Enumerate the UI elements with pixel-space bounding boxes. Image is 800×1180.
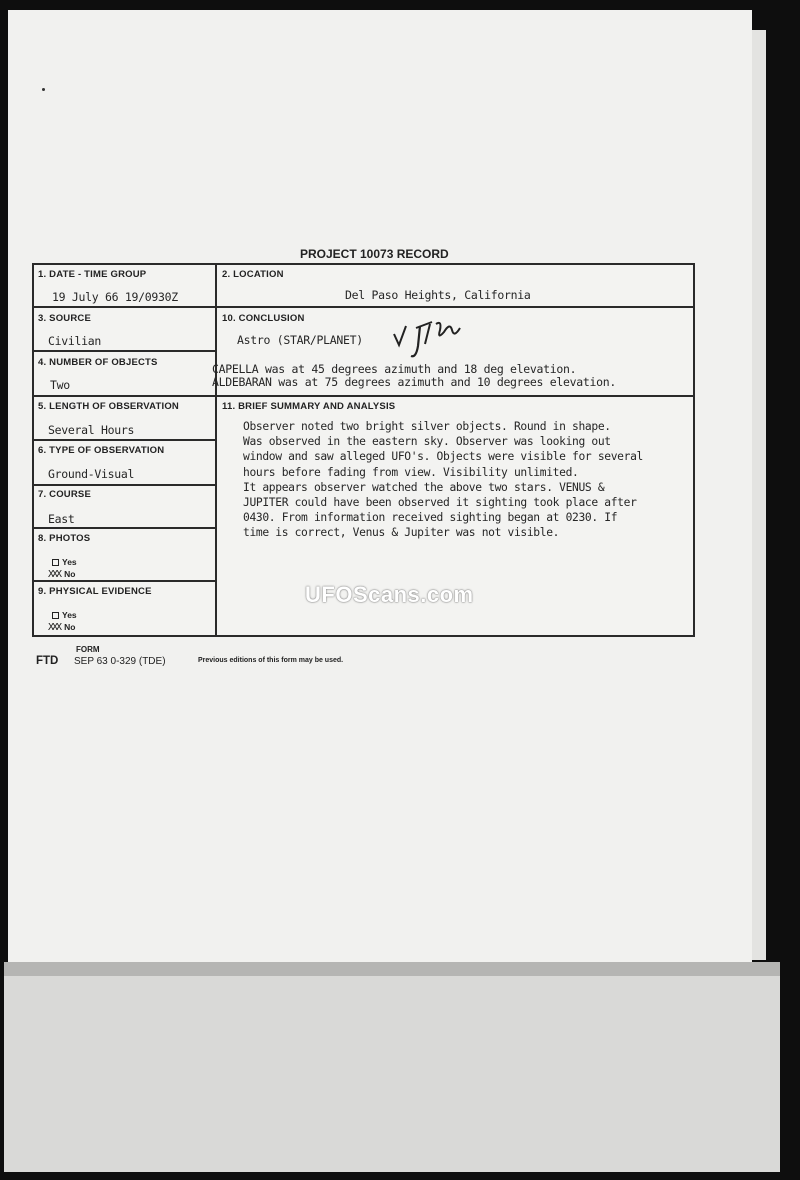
row-divider	[32, 527, 215, 529]
summary-text	[243, 419, 713, 541]
lower-page	[4, 962, 780, 1172]
photos-no-option: XXX No	[48, 569, 76, 580]
summary-line: hours before fading from view. Visibility unlimited.	[243, 465, 579, 479]
summary-line: Was observed in the eastern sky. Observer was looking out	[243, 435, 611, 449]
summary-label: 11. BRIEF SUMMARY AND ANALYSIS	[222, 401, 396, 412]
source-label: 3. SOURCE	[38, 313, 92, 324]
handwritten-initials	[392, 318, 467, 367]
lower-page-edge	[4, 962, 780, 976]
summary-line: 0430. From information received sighting began at 0230. If	[243, 511, 618, 525]
footer-ftd: FTD	[36, 655, 59, 667]
number-of-objects-label: 4. NUMBER OF OBJECTS	[38, 357, 158, 368]
summary-line: JUPITER could have been observed it sighting took place after	[243, 496, 637, 510]
course-value: East	[48, 512, 75, 526]
physical-evidence-label: 9. PHYSICAL EVIDENCE	[38, 586, 152, 597]
typed-x-mark: XXX	[48, 569, 61, 580]
conclusion-value: Astro (STAR/PLANET)	[237, 333, 363, 347]
footer-note: Previous editions of this form may be used.	[198, 657, 344, 664]
row-divider	[32, 350, 215, 352]
typed-x-mark: XXX	[48, 622, 61, 633]
length-of-observation-value: Several Hours	[48, 423, 135, 437]
summary-line: time is correct, Venus & Jupiter was not visible.	[243, 526, 560, 540]
page-edge	[752, 30, 766, 960]
summary-line: Observer noted two bright silver objects. Round in shape.	[243, 420, 611, 433]
footer-form-code: SEP 63 0-329 (TDE)	[74, 656, 166, 667]
date-time-value: 19 July 66 19/0930Z	[52, 290, 178, 304]
number-of-objects-value: Two	[50, 378, 70, 392]
row-divider	[32, 439, 215, 441]
source-value: Civilian	[48, 334, 101, 348]
type-of-observation-label: 6. TYPE OF OBSERVATION	[38, 445, 165, 456]
summary-line: It appears observer watched the above two stars. VENUS &	[243, 480, 605, 494]
photos-label: 8. PHOTOS	[38, 533, 91, 544]
photos-yes-option: Yes	[52, 557, 77, 567]
length-of-observation-label: 5. LENGTH OF OBSERVATION	[38, 401, 179, 412]
column-divider	[215, 263, 217, 637]
dust-speck	[42, 88, 45, 91]
type-of-observation-value: Ground-Visual	[48, 467, 135, 481]
row-divider	[32, 484, 215, 486]
course-label: 7. COURSE	[38, 489, 92, 500]
row-divider	[32, 580, 215, 582]
summary-line: window and saw alleged UFO's. Objects were visible for several	[243, 450, 643, 464]
watermark: UFOScans.com	[305, 582, 474, 607]
checkbox-icon	[52, 559, 59, 566]
date-time-label: 1. DATE - TIME GROUP	[38, 269, 147, 280]
conclusion-label: 10. CONCLUSION	[222, 313, 305, 324]
form-title: PROJECT 10073 RECORD	[300, 247, 449, 261]
location-value: Del Paso Heights, California	[345, 288, 531, 302]
row-divider	[32, 306, 695, 308]
evidence-yes-option: Yes	[52, 610, 77, 620]
evidence-no-option: XXX No	[48, 622, 76, 633]
footer-form-word: FORM	[76, 645, 100, 654]
conclusion-note-aldebaran: ALDEBARAN was at 75 degrees azimuth and 10 degrees elevation.	[212, 375, 617, 389]
row-divider	[32, 395, 695, 397]
location-label: 2. LOCATION	[222, 269, 284, 280]
checkbox-icon	[52, 612, 59, 619]
conclusion-note-capella: CAPELLA was at 45 degrees azimuth and 18 deg elevation.	[212, 362, 577, 376]
